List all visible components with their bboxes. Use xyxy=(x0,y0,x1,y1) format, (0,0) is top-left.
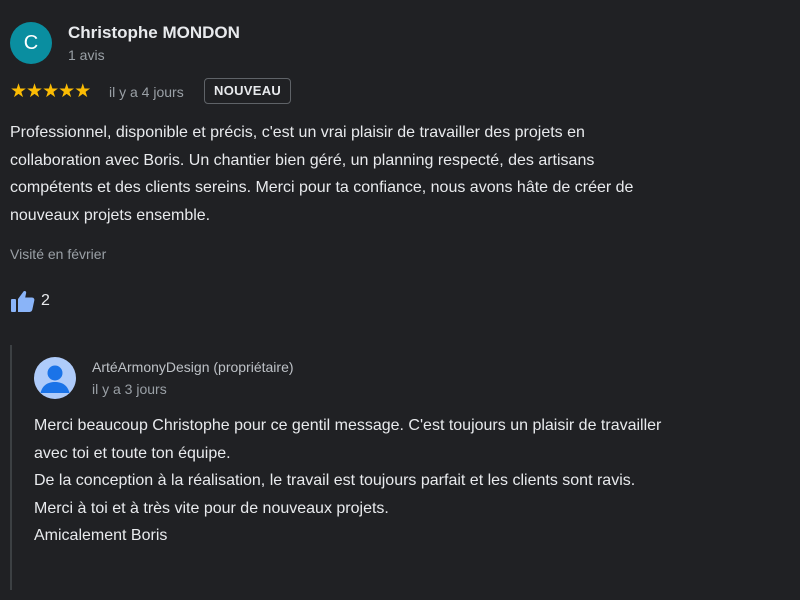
reply-line: Merci beaucoup Christophe pour ce gentil message. C'est toujours un plaisir de travailler avec toi et toute ton équipe. xyxy=(34,417,662,462)
star-rating xyxy=(10,82,90,102)
reply-line: Merci à toi et à très vite pour de nouveaux projets. xyxy=(34,499,389,517)
thumbs-up-icon xyxy=(10,289,36,313)
reply-text xyxy=(34,412,684,550)
star-icon: ★ xyxy=(58,81,76,102)
like-button[interactable] xyxy=(10,288,50,314)
reviewer-avatar[interactable]: C xyxy=(10,22,52,64)
review-text: Professionnel, disponible et précis, c'est un vrai plaisir de travailler des projets en collaboration avec Boris. Un chantier bien géré, un planning respecté, des artisans compétents et des clients sereins. Merci pour ta confiance, nous avons hâte de créer de nouveaux projets ensemble. xyxy=(10,124,634,224)
star-icon: ★ xyxy=(10,81,28,102)
owner-name: ArtéArmonyDesign (propriétaire) xyxy=(92,359,294,375)
reply-line: Amicalement Boris xyxy=(34,527,168,544)
reply-line: De la conception à la réalisation, le travail est toujours parfait et les clients sont ravis. xyxy=(34,472,636,489)
reply-date: il y a 3 jours xyxy=(92,381,167,397)
star-icon: ★ xyxy=(42,81,60,102)
like-count: 2 xyxy=(41,292,50,309)
review-date: il y a 4 jours xyxy=(109,84,184,100)
owner-reply xyxy=(10,345,712,590)
reviewer-review-count: 1 avis xyxy=(68,47,105,63)
person-icon xyxy=(34,357,76,399)
new-badge: NOUVEAU xyxy=(204,78,291,104)
visit-info: Visité en février xyxy=(10,246,107,262)
owner-avatar xyxy=(34,357,76,399)
reviewer-name[interactable]: Christophe MONDON xyxy=(68,23,240,42)
star-icon: ★ xyxy=(74,81,92,102)
star-icon: ★ xyxy=(26,81,44,102)
